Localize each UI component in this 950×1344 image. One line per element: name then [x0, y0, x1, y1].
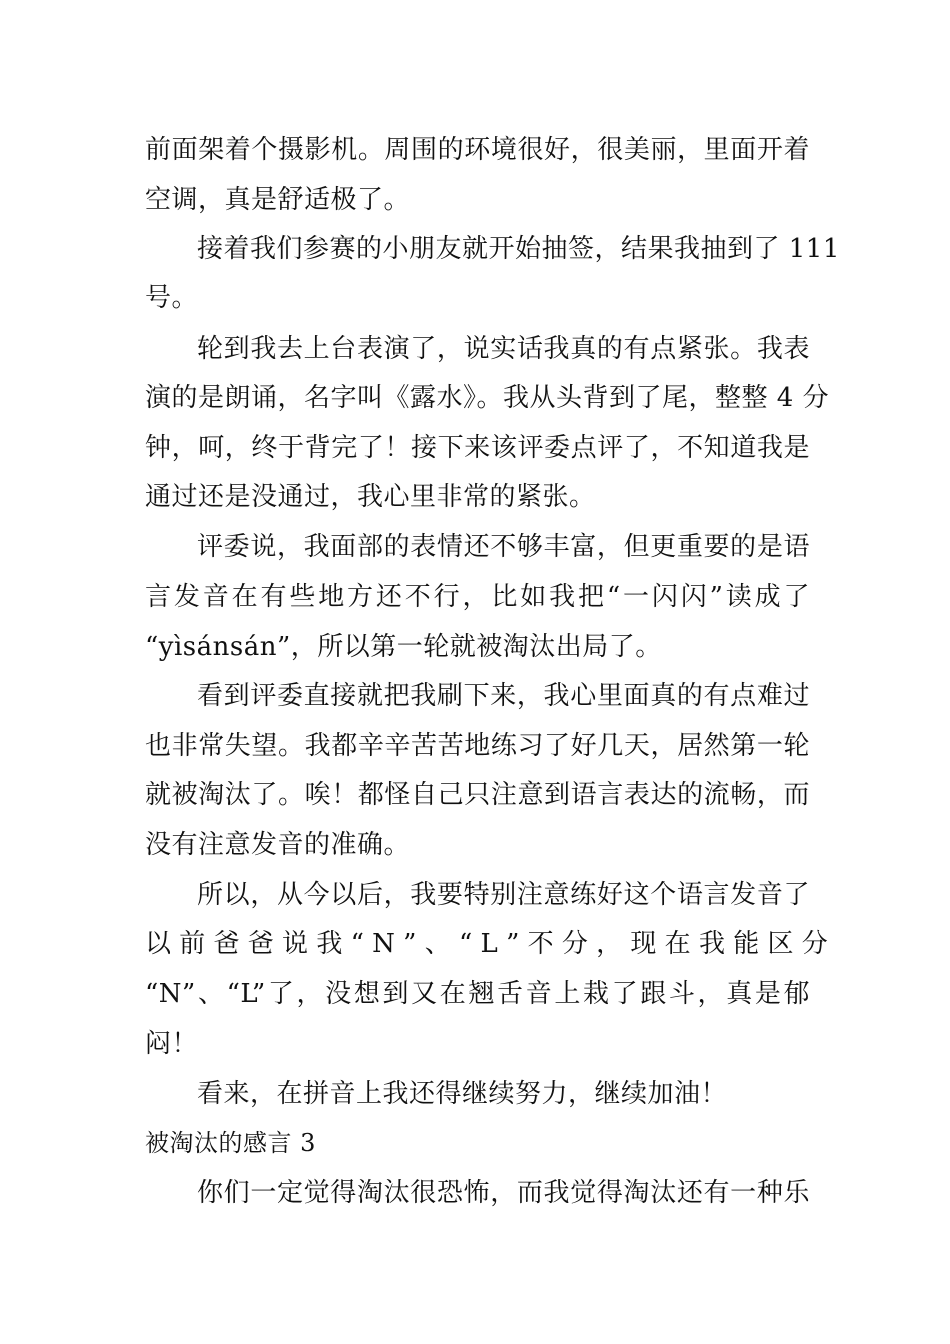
text-line: 也非常失望。我都辛辛苦苦地练习了好几天，居然第一轮 — [145, 731, 810, 761]
text-line: 闷！ — [145, 1029, 199, 1059]
paragraph-first-line: 轮到我去上台表演了，说实话我真的有点紧张。我表 — [197, 334, 810, 364]
section-heading: 被淘汰的感言 3 — [145, 1129, 316, 1157]
paragraph-first-line: 评委说，我面部的表情还不够丰富，但更重要的是语 — [197, 532, 810, 562]
text-line: 空调，真是舒适极了。 — [145, 185, 411, 215]
paragraph-first-line: 你们一定觉得淘汰很恐怖，而我觉得淘汰还有一种乐 — [197, 1178, 810, 1208]
paragraph-first-line: 所以，从今以后，我要特别注意练好这个语言发音了 — [197, 880, 810, 910]
text-line: 钟，呵，终于背完了！接下来该评委点评了，不知道我是 — [145, 433, 810, 463]
text-line: “yìsánsán”，所以第一轮就被淘汰出局了。 — [145, 632, 662, 662]
paragraph-first-line: 看来，在拼音上我还得继续努力，继续加油！ — [197, 1079, 728, 1109]
text-line: 没有注意发音的准确。 — [145, 830, 411, 860]
text-line: 号。 — [145, 283, 199, 313]
text-line: 以 前 爸 爸 说 我 “ N ” 、 “ L ” 不 分 ， 现 在 我 能 区 分 — [145, 929, 828, 959]
text-line: “N”、“L”了，没想到又在翘舌音上栽了跟斗，真是郁 — [145, 979, 810, 1009]
text-line: 前面架着个摄影机。周围的环境很好，很美丽，里面开着 — [145, 135, 810, 165]
text-line: 通过还是没通过，我心里非常的紧张。 — [145, 482, 596, 512]
text-line: 演的是朗诵，名字叫《露水》。我从头背到了尾，整整 4 分 — [145, 383, 830, 413]
text-line: 言发音在有些地方还不行，比如我把“一闪闪”读成了 — [145, 582, 810, 612]
text-line: 就被淘汰了。唉！都怪自己只注意到语言表达的流畅，而 — [145, 780, 810, 810]
paragraph-first-line: 接着我们参赛的小朋友就开始抽签，结果我抽到了 111 — [197, 234, 840, 264]
paragraph-first-line: 看到评委直接就把我刷下来，我心里面真的有点难过 — [197, 681, 810, 711]
